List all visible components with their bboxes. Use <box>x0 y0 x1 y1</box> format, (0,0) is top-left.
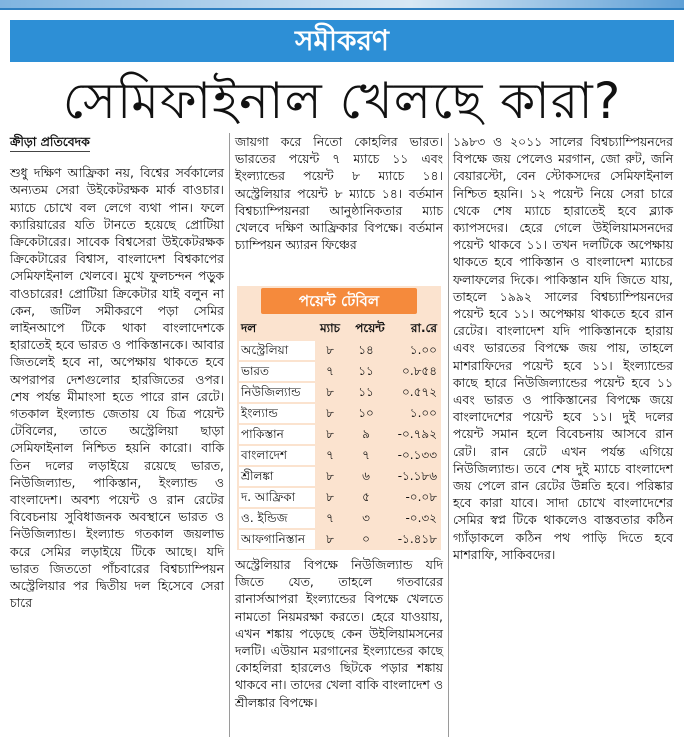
points-table-header <box>237 318 441 338</box>
article-text: শুধু দক্ষিণ আফ্রিকা নয়, বিশ্বের সর্বকালের অন্যতম সেরা উইকেটরক্ষক মার্ক বাওচার। ম্যাচে চোখে বল লেগে ব্যথা পান। ফলে ক্যারিয়ারের যতি টানতে হয়েছে প্রোটিয়া ক্রিকেটারের। সাবেক বিশ্বসেরা উইকেটরক্ষক ক্রিকেটারের বিশ্বাস, বাংলাদেশ বিশ্বকাপের সেমিফাইনাল খেলবে। মুখে ফুলচন্দন পড়ুক বাওচারের! প্রোটিয়া ক্রিকেটার যাই বলুন না কেন, জটিল সমীকরণে পড়া সেমির লাইনআপে টিকে থাকা বাংলাদেশকে হারাতেই হবে ভারত ও পাকিস্তানকে। আবার জিতলেই হবে না, অপেক্ষায় থাকতে হবে অপরাপর দেশগুলোর হারজিতের ওপর। শেষ পর্যন্ত মীমাংসা হতে পারে রান রেটে। গতকাল ইংল্যান্ড জেতায় যে চিত্র পয়েন্ট টেবিলের, তাতে অস্ট্রেলিয়া ছাড়া সেমিফাইনাল নিশ্চিত হয়নি কারো। বাকি তিন দলের লড়াইয়ে রয়েছে ভারত, নিউজিল্যান্ড, পাকিস্তান, ইংল্যান্ড ও বাংলাদেশ। অবশ্য পয়েন্ট ও রান রেটের বিবেচনায় সুবিধাজনক অবস্থানে ভারত ও নিউজিল্যান্ড। ইংল্যান্ড গতকাল জয়লাভ করে সেমির লড়াইয়ে টিকে আছে। যদি ভারত জিততো পাঁচবারের বিশ্বচ্যাম্পিয়ন অস্ট্রেলিয়ার পর দ্বিতীয় দল হিসেবে সেরা চারে <box>10 165 224 611</box>
points: ১৪ <box>358 343 374 357</box>
table-row <box>237 382 441 403</box>
article-text: অস্ট্রেলিয়ার বিপক্ষে নিউজিল্যান্ড যদি জিতে যেত, তাহলে গতবারের রানার্সআপরা ইংল্যান্ডের বিপক্ষে খেলতে নামতো নিয়মরক্ষা করতে। হেরে যাওয়ায়, এখন শঙ্কায় পড়েছে কেন উইলিয়ামসনের দলটি। এউয়ান মরগানের ইংল্যান্ডের কাছে কোহলিরা হারলেও ছিটকে পড়ার শঙ্কায় থাকবে না। তাদের খেলা বাকি বাংলাদেশ ও শ্রীলঙ্কার বিপক্ষে। <box>235 557 443 710</box>
run-rate: -১.১৮৬ <box>397 469 437 483</box>
run-rate: ০.৮৫৪ <box>402 364 437 378</box>
article-column-2-lower <box>235 556 443 711</box>
team-name: বাংলাদেশ <box>239 446 315 465</box>
matches: ৮ <box>326 469 334 483</box>
team-name: ও. ইন্ডিজ <box>239 509 315 528</box>
header-team: দল <box>241 321 257 335</box>
matches: ৮ <box>326 385 334 399</box>
table-row <box>237 487 441 508</box>
matches: ৮ <box>326 490 334 504</box>
matches: ৮ <box>326 427 334 441</box>
team-name: আফগানিস্তান <box>239 530 315 549</box>
matches: ৮ <box>326 406 334 420</box>
points: ৫ <box>362 490 370 504</box>
column-rule <box>229 133 230 737</box>
article-column-2 <box>235 133 443 253</box>
table-row <box>237 403 441 424</box>
matches: ৮ <box>326 343 334 357</box>
byline: ক্রীড়া প্রতিবেদক <box>10 133 90 152</box>
run-rate: ১.০০ <box>409 343 437 357</box>
run-rate: ০.৫৭২ <box>401 385 437 399</box>
table-row <box>237 529 441 550</box>
points: ৩ <box>362 511 370 525</box>
table-row <box>237 340 441 361</box>
team-name: নিউজিল্যান্ড <box>239 383 315 402</box>
column-rule <box>448 133 449 737</box>
article-column-1 <box>10 133 224 611</box>
team-name: শ্রীলঙ্কা <box>239 467 315 486</box>
run-rate: ১.০০ <box>409 406 437 420</box>
table-row <box>237 508 441 529</box>
team-name: ইংল্যান্ড <box>239 404 315 423</box>
matches: ৭ <box>326 511 334 525</box>
run-rate: -০.১৩৩ <box>397 448 437 462</box>
article-text: ১৯৮৩ ও ২০১১ সালের বিশ্বচ্যাম্পিয়নদের বিপক্ষে জয় পেলেও মরগান, জো রুট, জনি বেয়ারস্টো, বেন স্টোকসদের সেমিফাইনাল নিশ্চিত হয়নি। ১২ পয়েন্ট নিয়ে সেরা চারে থেকে শেষ ম্যাচে হারাতেই হবে ব্ল্যাক ক্যাপসদের। হেরে গেলে উইলিয়ামসনদের পয়েন্ট থাকবে ১১। তখন দলটিকে অপেক্ষায় থাকতে হবে পাকিস্তান ও বাংলাদেশ ম্যাচের ফলাফলের দিকে। পাকিস্তান যদি জিতে যায়, তাহলে ১৯৯২ সালের বিশ্বচ্যাম্পিয়নদের পয়েন্ট হবে ১১। অপেক্ষায় থাকতে হবে রান রেটের। বাংলাদেশ যদি পাকিস্তানকে হারায় এবং ভারতের বিপক্ষে জয় পায়, তাহলে মাশরাফিদের পয়েন্ট হবে ১১। ইংল্যান্ডের কাছে হারে নিউজিল্যান্ডের পয়েন্ট হবে ১১ এবং ভারত ও পাকিস্তানের বিপক্ষে জয়ে বাংলাদেশের পয়েন্ট হবে ১১। দুই দলের পয়েন্ট সমান হলে বিবেচনায় আসবে রান রেট। রান রেটে এখন পর্যন্ত এগিয়ে নিউজিল্যান্ড। তবে শেষ দুই ম্যাচে বাংলাদেশ জয় পেলে রান রেটের উন্নতি হবে। পরিষ্কার হবে কারা যাবে। সাদা চোখে বাংলাদেশের সেমির স্বপ্ন টিকে থাকলেও বাস্তবতার কঠিন গ্যাঁড়াকলে কঠিন পথ পাড়ি দিতে হবে মাশরাফি, সাকিবদের। <box>453 134 673 562</box>
header-matches: ম্যাচ <box>319 321 341 335</box>
headline: সেমিফাইনাল খেলছে কারা? <box>62 72 622 130</box>
points: ১০ <box>358 406 374 420</box>
points: ১১ <box>358 385 374 399</box>
top-decor-line <box>0 8 684 10</box>
team-name: দ. আফ্রিকা <box>239 488 315 507</box>
top-decor-strip <box>0 0 684 8</box>
table-row <box>237 424 441 445</box>
team-name: ভারত <box>239 362 315 381</box>
matches: ৭ <box>326 448 334 462</box>
table-row <box>237 361 441 382</box>
run-rate: -০.৩২ <box>405 511 437 525</box>
header-points: পয়েন্ট <box>355 321 385 335</box>
points-table-title: পয়েন্ট টেবিল <box>261 288 417 314</box>
matches: ৮ <box>326 532 334 546</box>
points: ০ <box>362 532 370 546</box>
points: ৭ <box>362 448 370 462</box>
matches: ৭ <box>326 364 334 378</box>
section-banner: সমীকরণ <box>10 20 674 62</box>
header-run-rate: রা.রে <box>410 321 437 335</box>
points: ১১ <box>358 364 374 378</box>
run-rate: -১.৪১৮ <box>397 532 437 546</box>
points: ৯ <box>362 427 370 441</box>
team-name: পাকিস্তান <box>239 425 315 444</box>
article-text: জায়গা করে নিতো কোহলির ভারত। ভারতের পয়েন্ট ৭ ম্যাচে ১১ এবং ইংল্যান্ডের পয়েন্ট ৮ ম্যাচে ১৪। অস্ট্রেলিয়ার পয়েন্ট ৮ ম্যাচে ১৪। বর্তমান বিশ্বচ্যাম্পিয়নরা আনুষ্ঠানিকতার ম্যাচ খেলবে দক্ষিণ আফ্রিকার বিপক্ষে। বর্তমান চ্যাম্পিয়ন অ্যারন ফিঞ্চের <box>235 134 443 253</box>
points: ৬ <box>362 469 370 483</box>
points-table <box>237 286 441 550</box>
run-rate: -০.০৮ <box>405 490 437 504</box>
run-rate: -০.৭৯২ <box>397 427 437 441</box>
article-column-3 <box>453 133 673 563</box>
team-name: অস্ট্রেলিয়া <box>239 341 315 360</box>
table-row <box>237 466 441 487</box>
table-row <box>237 445 441 466</box>
